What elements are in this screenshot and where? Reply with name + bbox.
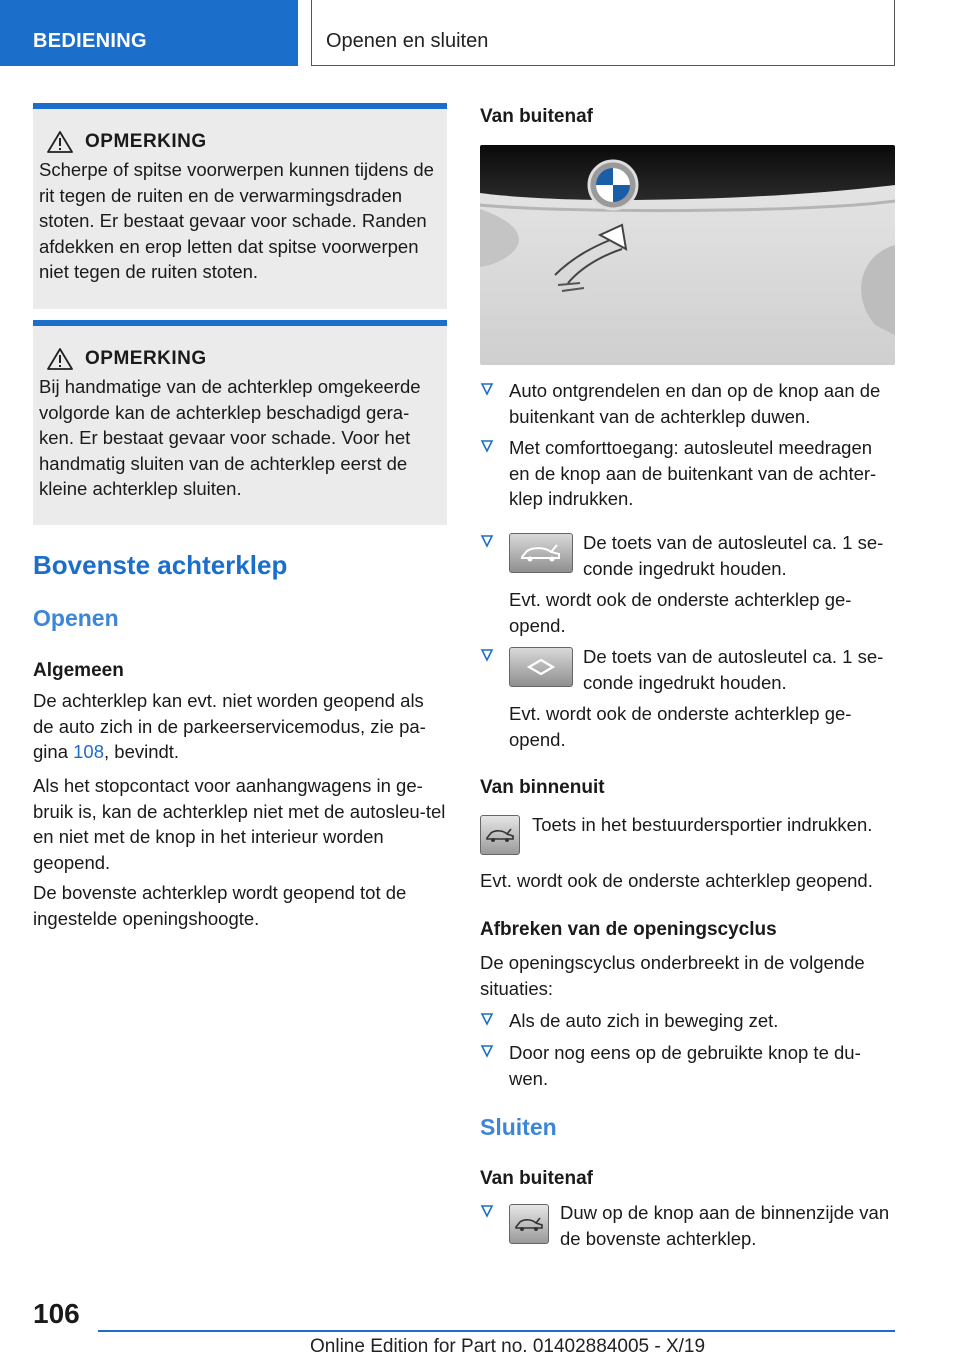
paragraph: De bovenste achterklep wordt geopend tot de ingestelde openingshoogte.: [33, 882, 407, 929]
paragraph-title: Van binnenuit: [480, 777, 605, 798]
triangle-bullet-icon: [480, 1203, 494, 1219]
paragraph: Als het stopcontact voor aanhangwagens in ge-bruik is, kan de achterklep niet met de autosleu-tel en niet met de knop in het interieur worden geopend.: [33, 775, 446, 873]
triangle-bullet-icon: [480, 533, 494, 549]
door-tailgate-button-icon: [480, 815, 520, 855]
section-label: BEDIENING: [33, 30, 147, 52]
page-link[interactable]: 108: [73, 741, 104, 762]
warning-triangle-icon: [39, 348, 81, 370]
triangle-bullet-icon: [480, 647, 494, 663]
list-item: De toets van de autosleutel ca. 1 se-conde ingedrukt houden. Evt. wordt ook de onderste achterklep ge-opend.: [480, 530, 896, 638]
list-item: Als de auto zich in beweging zet.: [480, 1008, 896, 1034]
paragraph-title: Van buitenaf: [480, 106, 593, 127]
triangle-bullet-icon: [480, 1043, 494, 1059]
paragraph-title: Algemeen: [33, 660, 124, 681]
section-heading: Bovenste achterklep: [33, 550, 288, 580]
subsection-heading: Openen: [33, 605, 119, 631]
subsection-heading: Sluiten: [480, 1114, 557, 1140]
section-tab: [0, 0, 298, 66]
chapter-tab: [311, 0, 895, 66]
warning-triangle-icon: [39, 131, 81, 153]
triangle-bullet-icon: [480, 1011, 494, 1027]
diamond-key-icon: [509, 647, 573, 687]
page-number: 106: [33, 1298, 80, 1329]
note-title: OPMERKING: [85, 348, 207, 369]
note-title: OPMERKING: [85, 131, 207, 152]
paragraph-title: Afbreken van de openingscyclus: [480, 919, 777, 940]
edition-text: Online Edition for Part no. 01402884005 - X/19: [310, 1336, 706, 1357]
note-text: Bij handmatige van de achterklep omgekeerde volgorde kan de achterklep beschadigd gera-ken. Er bestaat gevaar voor schade. Voor het handmatig sluiten van de achterklep eerst de kleine achterklep sluiten.: [39, 376, 421, 499]
inner-tailgate-button-icon: [509, 1204, 549, 1244]
paragraph-title: Van buitenaf: [480, 1168, 593, 1189]
warning-note-2: [33, 320, 447, 525]
list-item: Met comforttoegang: autosleutel meedragen en de knop aan de buitenkant van de achter-klep indrukken.: [480, 435, 896, 512]
paragraph: Evt. wordt ook de onderste achterklep geopend.: [480, 870, 873, 891]
triangle-bullet-icon: [480, 381, 494, 397]
list-item: Duw op de knop aan de binnenzijde van de bovenste achterklep.: [480, 1200, 896, 1251]
paragraph: Toets in het bestuurdersportier indrukken.: [532, 814, 873, 835]
paragraph: De openingscyclus onderbreekt in de volgende situaties:: [480, 952, 865, 999]
note-text: Scherpe of spitse voorwerpen kunnen tijdens de rit tegen de ruiten en de verwarmingsdraden stoten. Er bestaat gevaar voor schade. Randen afdekken en erop letten dat spitse voorwerpen niet tegen de ruiten stoten.: [39, 159, 434, 282]
paragraph: De achterklep kan evt. niet worden geopend als de auto zich in de parkeerservicemodus, zie pa-gina 108, bevindt.: [33, 690, 426, 762]
tailgate-key-icon: [509, 533, 573, 573]
list-item: Door nog eens op de gebruikte knop te du-wen.: [480, 1040, 896, 1091]
footer-divider: [98, 1330, 895, 1332]
triangle-bullet-icon: [480, 438, 494, 454]
list-item: De toets van de autosleutel ca. 1 se-conde ingedrukt houden. Evt. wordt ook de onderste achterklep ge-opend.: [480, 644, 896, 752]
list-item: Auto ontgrendelen en dan op de knop aan de buitenkant van de achterklep duwen.: [480, 378, 896, 429]
tailgate-button-illustration: [480, 145, 895, 365]
warning-note-1: [33, 103, 447, 309]
chapter-label: Openen en sluiten: [326, 30, 489, 52]
